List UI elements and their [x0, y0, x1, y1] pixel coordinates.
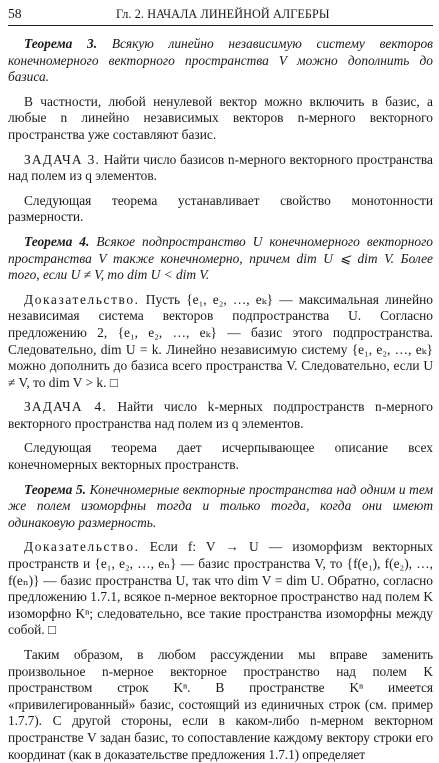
- problem-3-label: ЗАДАЧА 3.: [24, 151, 101, 167]
- problem-4-text: Найти число k-мерных подпространств n-мерного векторного пространства над полем из q элементов.: [8, 399, 433, 431]
- problem-4-label: ЗАДАЧА 4.: [24, 399, 107, 415]
- problem-3: [8, 152, 433, 185]
- page-number: 58: [8, 6, 22, 21]
- proof-2: [8, 539, 433, 639]
- proof-1-label: Доказательство.: [24, 291, 140, 307]
- paragraph-4: Таким образом, в любом рассуждении мы вправе заменить произвольное n-мерное векторное пространство над полем K пространством строк Kⁿ. В пространстве Kⁿ имеется «привилегированный» базис, состоящий из единичных строк (см. пример 1.7.7). С другой стороны, если в каком-либо n-мерном векторном пространстве V задан базис, то сопоставление каждому вектору строки его координат (как в доказательстве предложения 1.7.1) определяет: [8, 647, 433, 762]
- problem-3-text: Найти число базисов n-мерного векторного пространства над полем из q элементов.: [8, 151, 434, 184]
- theorem-5-body: Конечномерные векторные пространства над одним и тем же полем изоморфны тогда и только тогда, когда они имеют одинаковую размерность.: [8, 481, 433, 530]
- paragraph-2: Следующая теорема устанавливает свойство монотонности размерности.: [8, 192, 433, 225]
- theorem-3: [8, 36, 433, 86]
- theorem-5: [8, 482, 433, 532]
- theorem-5-title: Теорема 5.: [24, 481, 86, 497]
- theorem-3-title: Теорема 3.: [24, 36, 98, 51]
- proof-2-text: Если f: V → U — изоморфизм векторных пространств и {e₁, e₂, …, eₙ} — базис пространства V, то {f(e₁), f(e₂), …, f(eₙ)} — базис пространства U, так что dim V = dim U. Обратно, согласно предложению 1.7.1, всякое n-мерное векторное пространство над полем K изоморфно Kⁿ; следовательно, все такие пространства изоморфны между собой. □: [8, 539, 433, 638]
- theorem-4-body: Всякое подпространство U конечномерного векторного пространства V также конечномерно, причем dim U ⩽ dim V. Более того, если U ≠ V, то dim U < dim V.: [8, 233, 433, 283]
- proof-1: [8, 292, 433, 392]
- problem-4: [8, 399, 433, 432]
- proof-2-label: Доказательство.: [24, 539, 140, 555]
- paragraph-3: Следующая теорема дает исчерпывающее описание всех конечномерных векторных пространств.: [8, 440, 433, 473]
- running-header: [8, 6, 433, 26]
- theorem-3-body: Всякую линейно независимую систему векторов конечномерного векторного пространства V можно дополнить до базиса.: [8, 36, 433, 85]
- theorem-4-title: Теорема 4.: [24, 233, 90, 249]
- proof-1-text: Пусть {e₁, e₂, …, eₖ} — максимальная линейно независимая система векторов подпространства U. Согласно предложению 2, {e₁, e₂, …, eₖ} — базис этого подпространства. Следовательно, dim U = k. Линейно независимую систему {e₁, e₂, …, eₖ} можно дополнить до базиса всего пространства V. Следовательно, если U ≠ V, то dim V > k. □: [8, 291, 433, 390]
- theorem-4: [8, 234, 433, 284]
- paragraph-1: В частности, любой ненулевой вектор можно включить в базис, а любые n линейно независимых векторов n-мерного векторного пространства уже составляют базис.: [8, 93, 433, 142]
- chapter-title: Гл. 2. НАЧАЛА ЛИНЕЙНОЙ АЛГЕБРЫ: [116, 7, 330, 21]
